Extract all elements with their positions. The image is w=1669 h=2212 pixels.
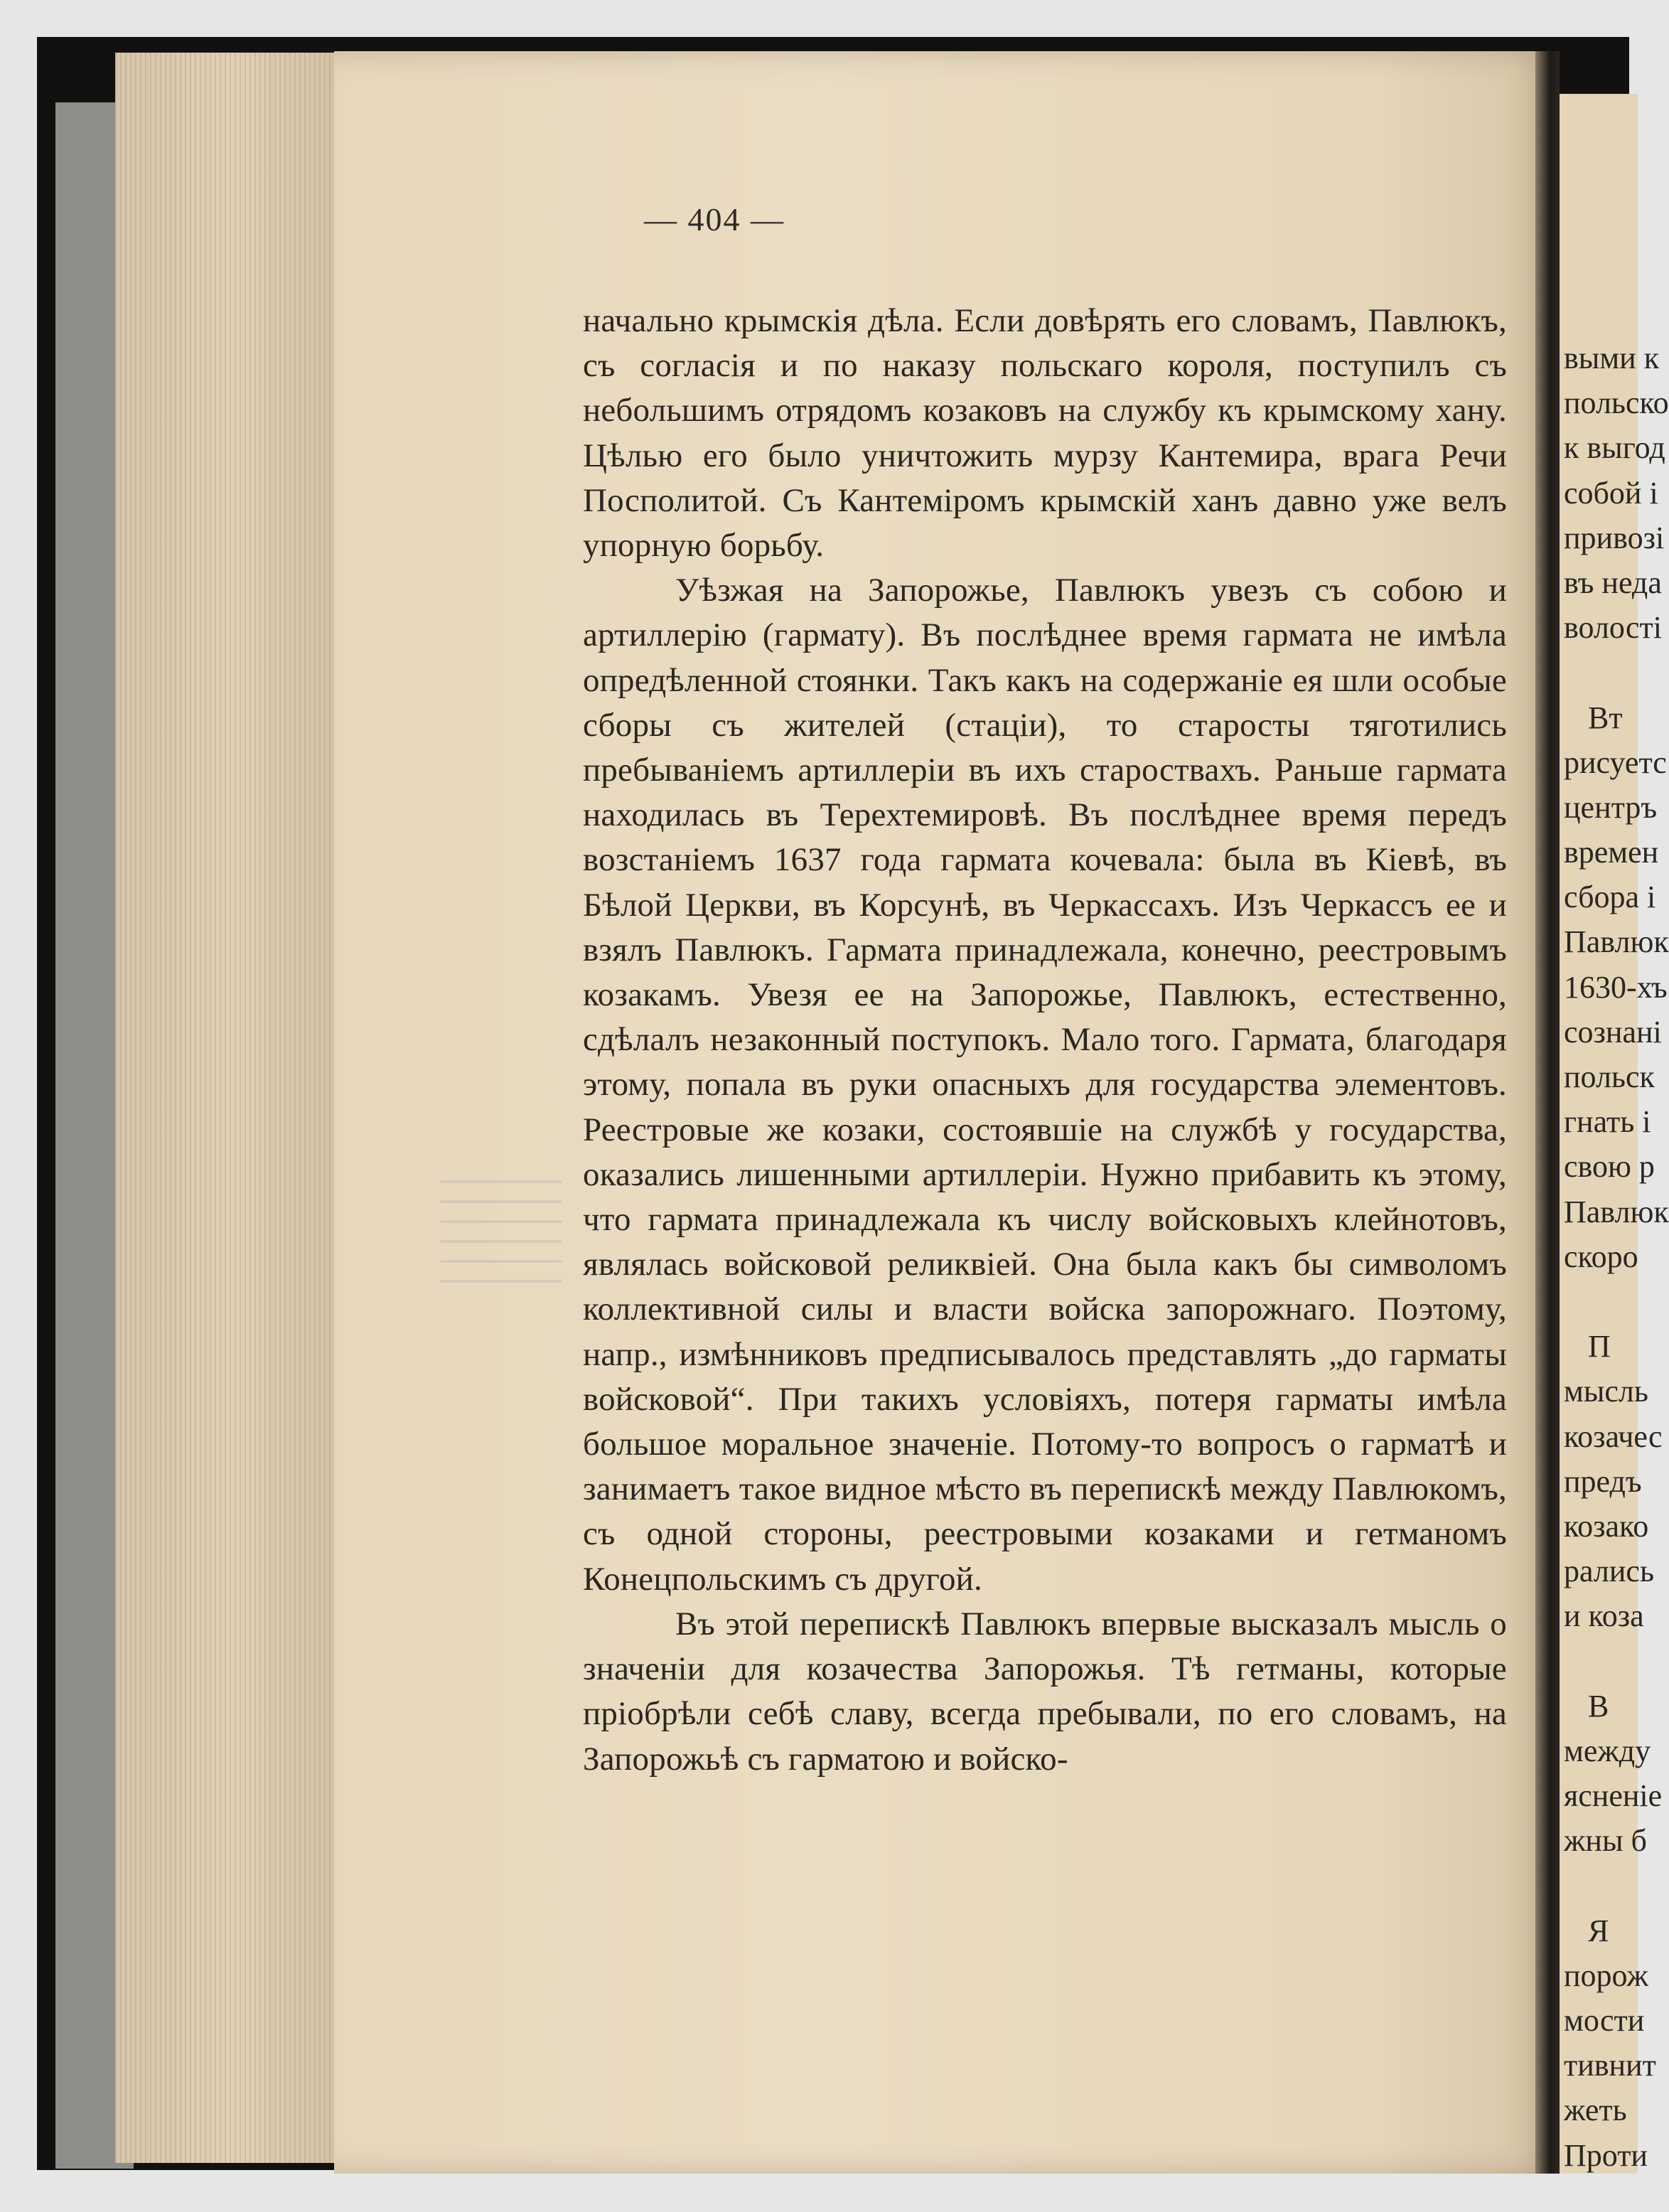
right-page-line: ясненіе [1564, 1778, 1663, 1813]
right-page-line: мысль [1564, 1374, 1648, 1409]
paragraph: Въ этой перепискѣ Павлюкъ впервые высказалъ мысль о значеніи для козачества Запорожья. Тѣ гетманы, которые пріобрѣли себѣ славу, всегда пребывали, по его словамъ, на Запорожьѣ съ гарматою и войско- [583, 1605, 1507, 1778]
right-page-text [1560, 94, 1669, 2178]
paragraph: Уѣзжая на Запорожье, Павлюкъ увезъ съ собою и артиллерію (гармату). Въ послѣднее время гармата не имѣла опредѣленной стоянки. Такъ какъ на содержаніе ея шли особые сборы съ жителей (стаціи), то старосты тяготились пребываніемъ артиллеріи въ ихъ староствахъ. Раньше гармата находилась въ Терехтемировѣ. Въ послѣднее время передъ возстаніемъ 1637 года гармата кочевала: была въ Кіевѣ, въ Бѣлой Церкви, въ Корсунѣ, въ Черкассахъ. Изъ Черкассъ ее и взялъ Павлюкъ. Гармата принадлежала, конечно, реестровымъ козакамъ. Увезя ее на Запорожье, Павлюкъ, естественно, сдѣлалъ незаконный поступокъ. Мало того. Гармата, благодаря этому, попала въ руки опасныхъ для государства элементовъ. Реестровые же козаки, состоявшіе на службѣ у государства, оказались лишенными артиллеріи. Нужно прибавить къ этому, что гармата принадлежала къ числу войсковыхъ клейнотовъ, являлась войсковой реликвіей. Она была какъ бы символомъ коллективной силы и власти войска запорожнаго. Поэтому, напр., измѣнниковъ предписывалось представлять „до гарматы войсковой“. При такихъ условіяхъ, потеря гарматы имѣла большое моральное значеніе. Потому-то вопросъ о гарматѣ и занимаетъ такое видное мѣсто въ перепискѣ между Павлюкомъ, съ одной стороны, реестровыми козаками и гетманомъ Конецпольскимъ съ другой. [583, 572, 1507, 1598]
right-page-line: козачес [1564, 1418, 1663, 1454]
right-page-line: Вт [1588, 700, 1623, 735]
right-page-line: 1630-хъ [1564, 969, 1668, 1005]
right-page-line: Я [1588, 1913, 1609, 1948]
right-page-line: скоро [1564, 1239, 1638, 1274]
right-page-line: мости [1564, 2002, 1645, 2038]
right-page-line: козако [1564, 1508, 1649, 1544]
right-page-line: центръ [1564, 789, 1658, 825]
right-page-line: привозі [1564, 520, 1665, 555]
paragraph: начально крымскія дѣла. Если довѣрять его словамъ, Павлюкъ, съ согласія и по наказу польскаго короля, поступилъ съ небольшимъ отрядомъ козаковъ на службу къ крымскому хану. Цѣлью его было уничтожить мурзу Кантемира, врага Речи Посполитой. Съ Кантеміромъ крымскій ханъ давно уже велъ упорную борьбу. [583, 302, 1507, 565]
right-page-line: въ неда [1564, 565, 1662, 600]
right-page-fragment [1560, 94, 1669, 2174]
page-body-text [583, 299, 1507, 1782]
right-page-line: гнать і [1564, 1104, 1651, 1140]
right-page-line: П [1588, 1329, 1611, 1364]
right-page-line: выми к [1564, 341, 1660, 375]
right-page-gap [1560, 1638, 1638, 1683]
right-page-line: Павлюк [1564, 1194, 1669, 1229]
right-page-line: сознані [1564, 1014, 1662, 1049]
right-page-line: Павлюк [1564, 924, 1669, 960]
right-page-line: жеть [1564, 2093, 1627, 2128]
right-page-line: порож [1564, 1957, 1648, 1993]
right-page-line: польско [1564, 385, 1669, 421]
right-page-line: между [1564, 1733, 1651, 1768]
right-page-line: волості [1564, 610, 1662, 646]
right-page-line: рались [1564, 1554, 1655, 1589]
right-page-line: и коза [1564, 1598, 1644, 1634]
right-page-line: собой і [1564, 475, 1658, 511]
right-page-line: к выгод [1564, 430, 1665, 466]
right-page-line: свою р [1564, 1149, 1655, 1185]
right-page-line: времен [1564, 835, 1659, 870]
right-page-line: жны б [1564, 1823, 1647, 1859]
right-page-line: польск [1564, 1059, 1655, 1094]
faded-margin-stamp [441, 1180, 562, 1294]
right-page-line: Проти [1564, 2137, 1648, 2173]
right-page-line: тивнит [1564, 2048, 1656, 2083]
right-page-gap [1560, 1279, 1638, 1324]
right-page-gap [1560, 650, 1638, 695]
right-page-line: сбора і [1564, 880, 1656, 915]
book-gutter [1535, 51, 1560, 2174]
right-page-gap [1560, 1863, 1638, 1908]
right-page-line: В [1588, 1688, 1609, 1724]
right-page-line: предъ [1564, 1463, 1642, 1499]
right-page-line: рисуетс [1564, 744, 1667, 780]
page-number: — 404 — [644, 201, 785, 237]
